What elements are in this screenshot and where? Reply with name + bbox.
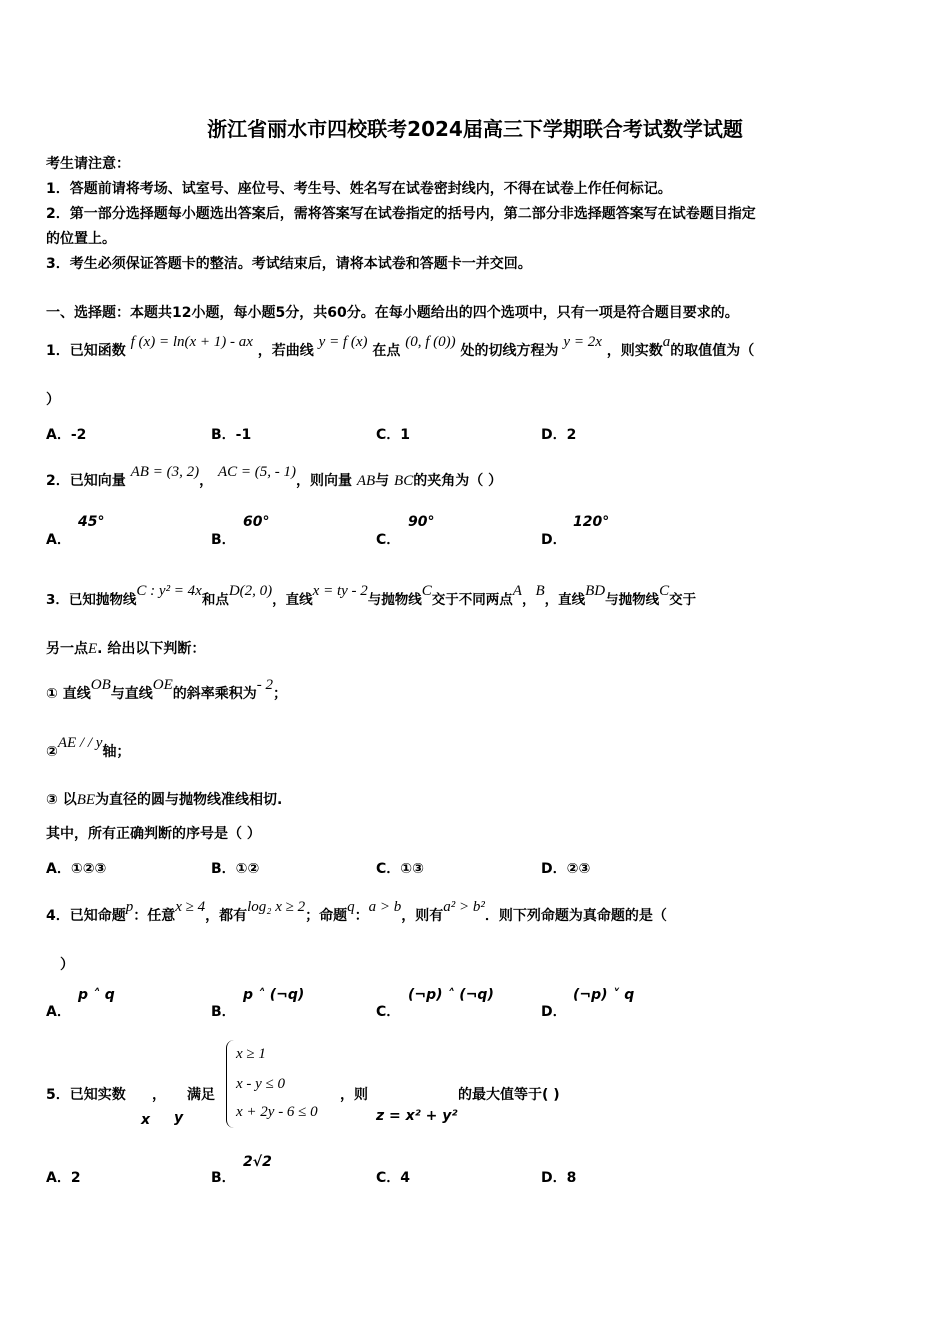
option-c: C． bbox=[376, 1004, 401, 1020]
math: log₂ x ≥ 2 bbox=[247, 899, 306, 915]
option-c: C．4 bbox=[376, 1170, 411, 1186]
brace bbox=[226, 1040, 235, 1128]
constraint-system bbox=[226, 1040, 346, 1130]
constraint: x - y ≤ 0 bbox=[236, 1076, 286, 1092]
constraint: x + 2y - 6 ≤ 0 bbox=[236, 1104, 318, 1120]
math: x ≥ 4 bbox=[175, 899, 206, 915]
math: BE bbox=[76, 792, 96, 808]
option-d: D．8 bbox=[541, 1170, 577, 1186]
math: OE bbox=[152, 677, 173, 693]
question-5-t5: 的最大值等于( ) bbox=[458, 1087, 560, 1103]
math: a² > b² bbox=[443, 899, 485, 915]
option-d: D．2 bbox=[541, 427, 577, 443]
option-b-value: 2√2 bbox=[243, 1154, 272, 1170]
option-d-value: 120° bbox=[573, 514, 610, 530]
option-d: D． bbox=[541, 1004, 567, 1020]
option-a: A． bbox=[46, 532, 71, 548]
option-a: A．2 bbox=[46, 1170, 81, 1186]
math-y: y bbox=[174, 1110, 184, 1126]
option-b: B．①② bbox=[211, 861, 260, 877]
math: BC bbox=[394, 473, 414, 489]
option-a-value: p ˄ q bbox=[78, 987, 115, 1003]
math: C bbox=[659, 583, 670, 599]
math: AE / / y bbox=[57, 735, 103, 751]
math: - 2 bbox=[256, 677, 273, 693]
math: p bbox=[125, 899, 134, 915]
math: y = 2x bbox=[563, 334, 602, 350]
question-1: 1．已知函数 f (x) = ln(x + 1) - ax ，若曲线 y = f (x) 在点 (0, f (0)) 处的切线方程为 y = 2x ，则实数a的取值值为（ bbox=[46, 334, 755, 359]
math: x = ty - 2 bbox=[312, 583, 368, 599]
math: AB bbox=[356, 473, 376, 489]
option-b: B． bbox=[211, 1004, 236, 1020]
math: A bbox=[512, 583, 522, 599]
notice-item: 的位置上。 bbox=[46, 231, 116, 247]
option-c: C．①③ bbox=[376, 861, 424, 877]
option-b-value: 60° bbox=[243, 514, 270, 530]
question-4-cont: ） bbox=[60, 957, 74, 973]
notice-item: 1．答题前请将考场、试室号、座位号、考生号、姓名写在试卷密封线内，不得在试卷上作任何标记。 bbox=[46, 181, 672, 197]
option-c-value: 90° bbox=[408, 514, 435, 530]
math: D(2, 0) bbox=[228, 583, 273, 599]
option-d: D． bbox=[541, 532, 567, 548]
question-5-t4: ，则 bbox=[340, 1087, 368, 1103]
math: E bbox=[88, 641, 98, 657]
option-a-value: 45° bbox=[78, 514, 105, 530]
math: q bbox=[347, 899, 355, 915]
question-3: 3．已知抛物线C : y² = 4x和点D(2, 0)，直线x = ty - 2与抛物线C交于不同两点A，B，直线BD与抛物线C交于 bbox=[46, 583, 697, 608]
constraint: x ≥ 1 bbox=[236, 1046, 266, 1062]
section-heading: 一、选择题：本题共12小题，每小题5分，共60分。在每小题给出的四个选项中，只有一项是符合题目要求的。 bbox=[46, 305, 739, 321]
math: AC = (5, - 1) bbox=[217, 464, 296, 480]
math-x: x bbox=[141, 1112, 151, 1128]
question-2: 2．已知向量 AB = (3, 2)， AC = (5, - 1)，则向量 AB与 BC的夹角为（ ） bbox=[46, 464, 503, 489]
math: y = f (x) bbox=[318, 334, 368, 350]
option-c: C．1 bbox=[376, 427, 411, 443]
option-c: C． bbox=[376, 532, 401, 548]
option-d: D．②③ bbox=[541, 861, 591, 877]
notice-item: 3．考生必须保证答题卡的整洁。考试结束后，请将本试卷和答题卡一并交回。 bbox=[46, 256, 532, 272]
judgement-2: ②AE / / y轴； bbox=[46, 735, 131, 760]
math: (0, f (0)) bbox=[405, 334, 456, 350]
math: f (x) = ln(x + 1) - ax bbox=[130, 334, 253, 350]
option-b: B． bbox=[211, 532, 236, 548]
option-a: A．-2 bbox=[46, 427, 87, 443]
math: a bbox=[662, 334, 671, 350]
question-5-t1: 5．已知实数 bbox=[46, 1087, 126, 1103]
question-5-t2: ， bbox=[152, 1087, 166, 1103]
question-4: 4．已知命题p：任意x ≥ 4，都有log₂ x ≥ 2；命题q：a > b，则有a² > b²．则下列命题为真命题的是（ bbox=[46, 899, 667, 924]
math: B bbox=[535, 583, 545, 599]
question-3-ask: 其中，所有正确判断的序号是（ ） bbox=[46, 826, 261, 842]
math: OB bbox=[90, 677, 111, 693]
option-a: A． bbox=[46, 1004, 71, 1020]
option-a: A．①②③ bbox=[46, 861, 107, 877]
math-z: z = x² + y² bbox=[376, 1108, 458, 1124]
option-d-value: (¬p) ˅ q bbox=[573, 987, 635, 1003]
math: C : y² = 4x bbox=[136, 583, 202, 599]
judgement-1: ① 直线OB与直线OE的斜率乘积为- 2； bbox=[46, 677, 287, 702]
math: C bbox=[421, 583, 432, 599]
option-b: B． bbox=[211, 1170, 236, 1186]
question-1-cont: ） bbox=[46, 392, 60, 408]
question-3-line-2: 另一点E. 给出以下判断： bbox=[46, 641, 206, 657]
math: BD bbox=[585, 583, 606, 599]
notice-heading: 考生请注意： bbox=[46, 156, 130, 172]
option-b-value: p ˄ (¬q) bbox=[243, 987, 305, 1003]
option-b: B．-1 bbox=[211, 427, 252, 443]
notice-item: 2．第一部分选择题每小题选出答案后，需将答案写在试卷指定的括号内，第二部分非选择题答案写在试卷题目指定 bbox=[46, 206, 756, 222]
option-c-value: (¬p) ˄ (¬q) bbox=[408, 987, 494, 1003]
judgement-3: ③ 以BE为直径的圆与抛物线准线相切. bbox=[46, 792, 283, 808]
math: AB = (3, 2) bbox=[130, 464, 200, 480]
page-title: 浙江省丽水市四校联考2024届高三下学期联合考试数学试题 bbox=[207, 117, 743, 141]
question-5-t3: 满足 bbox=[187, 1087, 215, 1103]
math: a > b bbox=[368, 899, 402, 915]
